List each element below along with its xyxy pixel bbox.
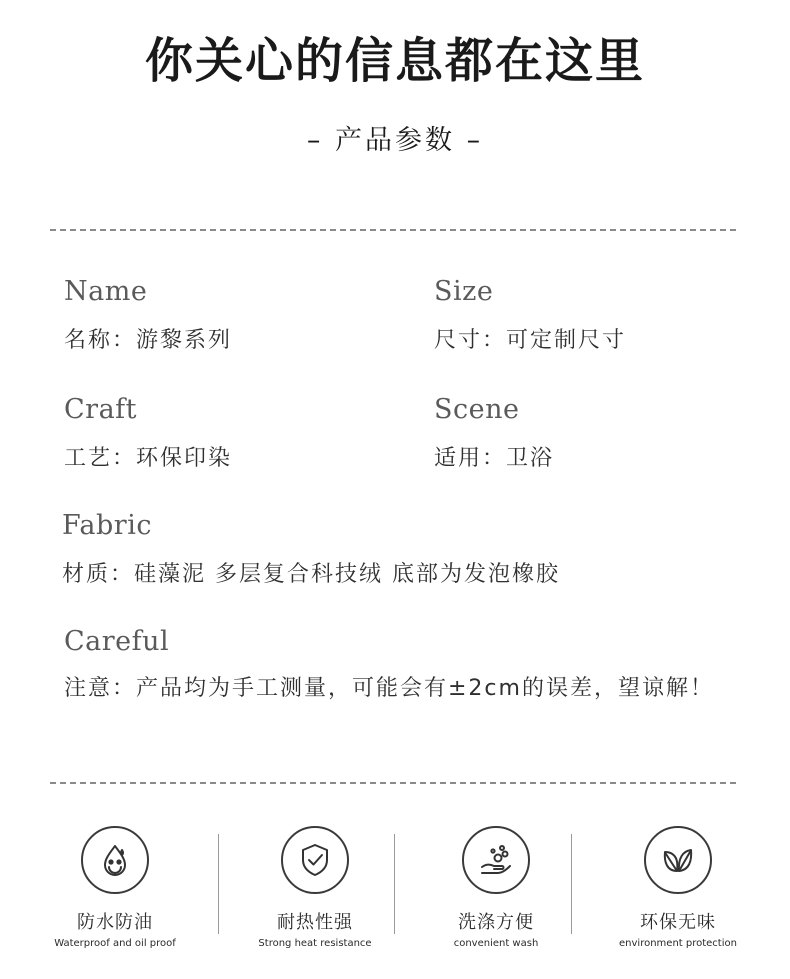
feature-sublabel: Waterproof and oil proof [54,938,176,949]
hand-bubbles-icon [462,826,530,894]
careful-value: 注意：产品均为手工测量，可能会有±2cm的误差，望谅解！ [64,676,714,701]
leaves-icon [644,826,712,894]
feature-divider [571,834,572,934]
fabric-value: 材质：硅藻泥 多层复合科技绒 底部为发泡橡胶 [62,562,560,587]
craft-value: 工艺：环保印染 [64,446,233,471]
feature-waterproof [25,826,205,949]
feature-label: 防水防油 [77,912,153,933]
feature-heat-resistance [225,826,405,949]
feature-sublabel: convenient wash [453,938,539,949]
size-heading: Size [434,276,494,307]
section-subtitle: – 产品参数 – [306,125,484,156]
bottom-dashed-divider [50,782,736,784]
fabric-heading: Fabric [62,510,152,541]
feature-easy-wash [406,826,586,949]
feature-label: 耐热性强 [277,912,353,933]
careful-heading: Careful [64,626,170,657]
page-title: 你关心的信息都在这里 [144,33,645,89]
scene-value: 适用：卫浴 [434,446,555,471]
water-drop-icon [81,826,149,894]
name-heading: Name [64,276,148,307]
feature-label: 洗涤方便 [458,912,534,933]
feature-eco-friendly [588,826,768,949]
scene-heading: Scene [434,394,520,425]
feature-divider [394,834,395,934]
size-value: 尺寸：可定制尺寸 [434,328,627,353]
feature-sublabel: Strong heat resistance [258,938,372,949]
feature-label: 环保无味 [640,912,716,933]
shield-check-icon [281,826,349,894]
name-value: 名称：游黎系列 [64,328,233,353]
feature-sublabel: environment protection [619,938,737,949]
feature-divider [218,834,219,934]
craft-heading: Craft [64,394,138,425]
top-dashed-divider [50,229,736,231]
